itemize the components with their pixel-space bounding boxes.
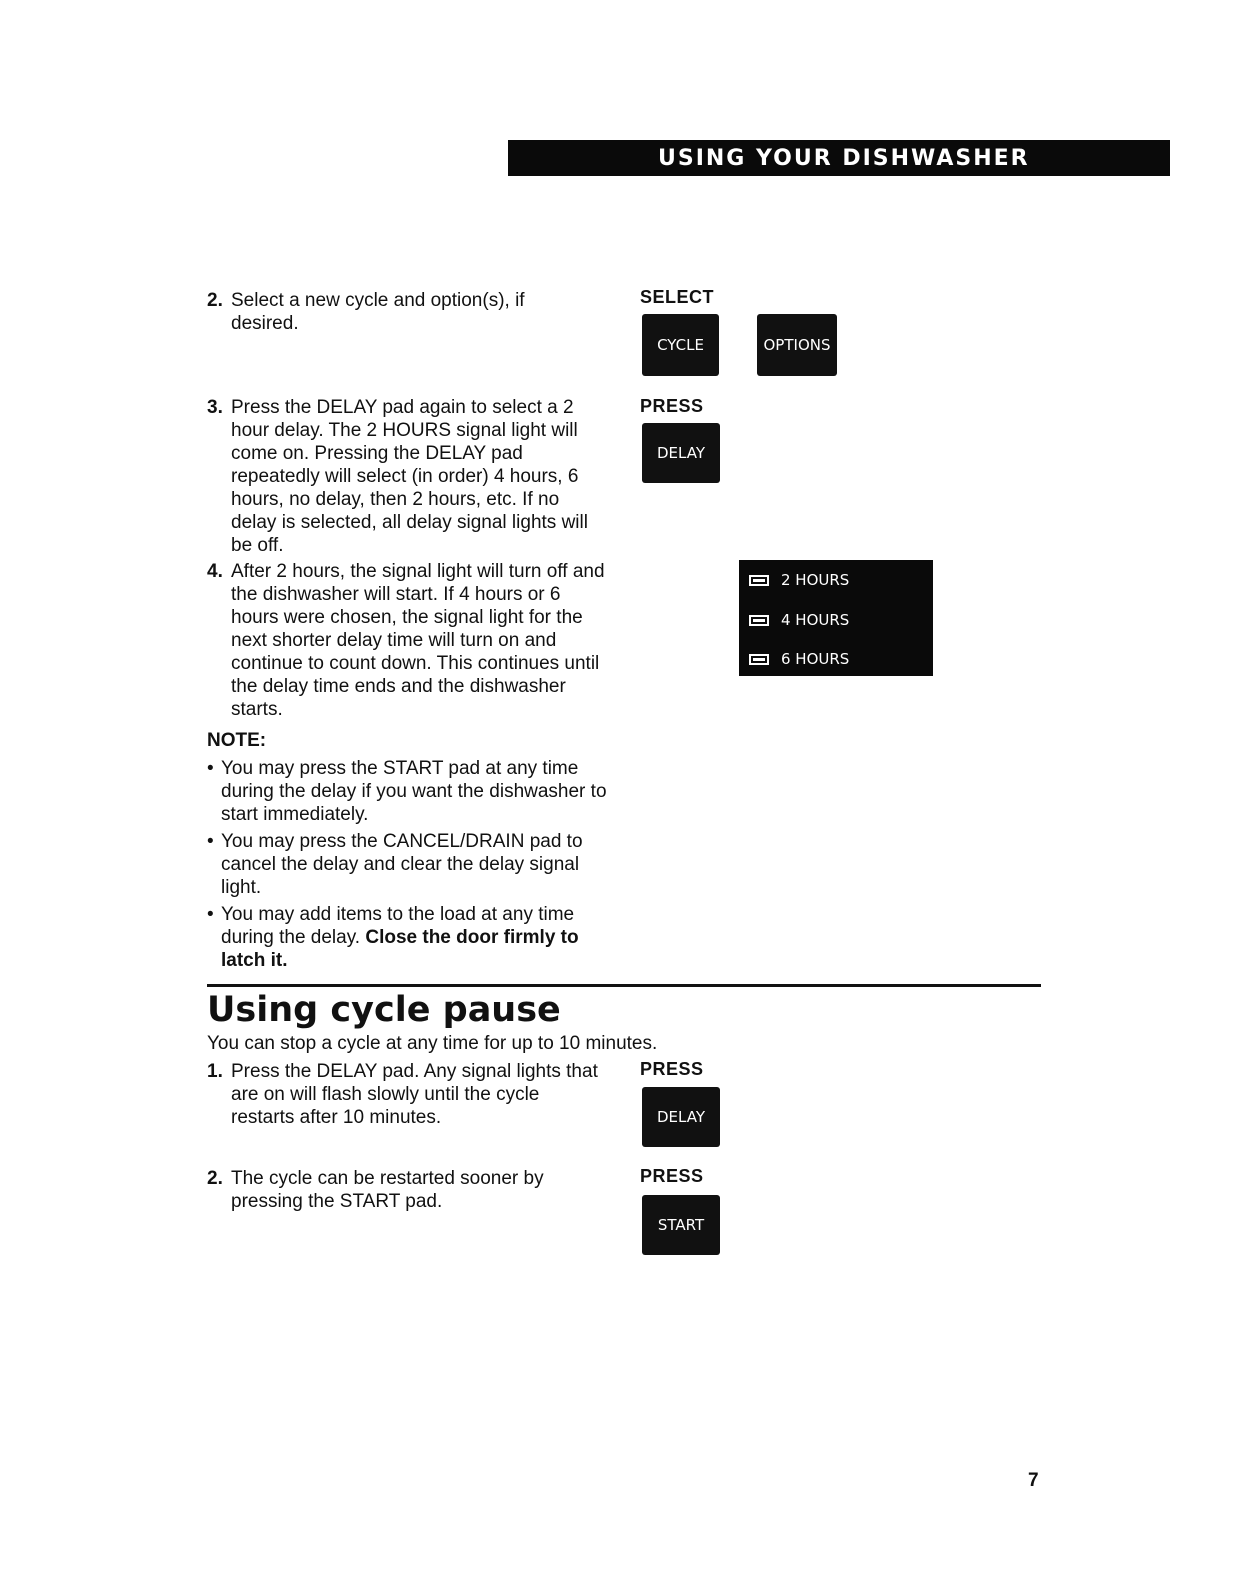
note-text: You may add items to the load at any time during the delay.	[221, 904, 575, 948]
step-number: 2.	[207, 290, 223, 311]
step-number: 1.	[207, 1061, 223, 1082]
press-label: PRESS	[640, 396, 704, 416]
section-title: Using cycle pause	[207, 990, 561, 1030]
options-button[interactable]: OPTIONS	[757, 314, 837, 376]
step-text: Press the DELAY pad again to select a 2 hour delay. The 2 HOURS signal light will come on. Pressing the DELAY pad repeatedly will select (in order) 4 hours, 6 hours, no delay, then 2 hours, etc. If no delay is selected, all delay signal lights will be off.	[231, 397, 588, 556]
step-text: The cycle can be restarted sooner by pressing the START pad.	[231, 1168, 544, 1212]
section-intro: You can stop a cycle at any time for up to 10 minutes.	[207, 1033, 658, 1054]
note-text-wrapper	[221, 903, 607, 972]
signal-light-label: 4 HOURS	[781, 611, 850, 629]
start-button[interactable]: START	[642, 1195, 720, 1255]
press-label: PRESS	[640, 1166, 704, 1186]
note-text: You may press the START pad at any time during the delay if you want the dishwasher to start immediately.	[221, 758, 607, 825]
note-bullet	[207, 757, 607, 826]
step-countdown	[207, 560, 607, 721]
signal-light-label: 2 HOURS	[781, 571, 850, 589]
note-emphasis: Close the door firmly to latch it.	[221, 927, 579, 971]
indicator-light-icon	[749, 615, 769, 626]
note-bullet	[207, 830, 607, 899]
signal-light-label: 6 HOURS	[781, 650, 850, 668]
note-heading: NOTE:	[207, 730, 267, 751]
step-text: After 2 hours, the signal light will turn off and the dishwasher will start. If 4 hours or 6 hours were chosen, the signal light for the next shorter delay time will turn on and continue to count down. This continues until the delay time ends and the dishwasher starts.	[231, 561, 605, 720]
section-banner: USING YOUR DISHWASHER	[508, 140, 1170, 176]
step-number: 2.	[207, 1168, 223, 1189]
delay-button[interactable]: DELAY	[642, 1087, 720, 1147]
step-number: 4.	[207, 561, 223, 582]
indicator-light-icon	[749, 654, 769, 665]
signal-light-2-hours	[749, 571, 849, 589]
step-select-cycle	[207, 289, 557, 335]
pause-step-delay	[207, 1060, 607, 1129]
press-label: PRESS	[640, 1059, 704, 1079]
delay-signal-panel	[739, 560, 933, 676]
signal-light-4-hours	[749, 611, 849, 629]
note-bullet	[207, 903, 607, 972]
page-number: 7	[1028, 1470, 1039, 1491]
delay-button[interactable]: DELAY	[642, 423, 720, 483]
bullet-icon: •	[207, 758, 214, 779]
signal-light-6-hours	[749, 650, 849, 668]
step-press-delay	[207, 396, 607, 557]
note-text: You may press the CANCEL/DRAIN pad to cancel the delay and clear the delay signal light.	[221, 831, 583, 898]
step-text: Press the DELAY pad. Any signal lights that are on will flash slowly until the cycle restarts after 10 minutes.	[231, 1061, 598, 1128]
step-text: Select a new cycle and option(s), if desired.	[231, 290, 525, 334]
cycle-button[interactable]: CYCLE	[642, 314, 719, 376]
indicator-light-icon	[749, 575, 769, 586]
select-label: SELECT	[640, 287, 715, 307]
section-divider	[207, 984, 1041, 987]
bullet-icon: •	[207, 904, 214, 925]
pause-step-start	[207, 1167, 607, 1213]
step-number: 3.	[207, 397, 223, 418]
bullet-icon: •	[207, 831, 214, 852]
